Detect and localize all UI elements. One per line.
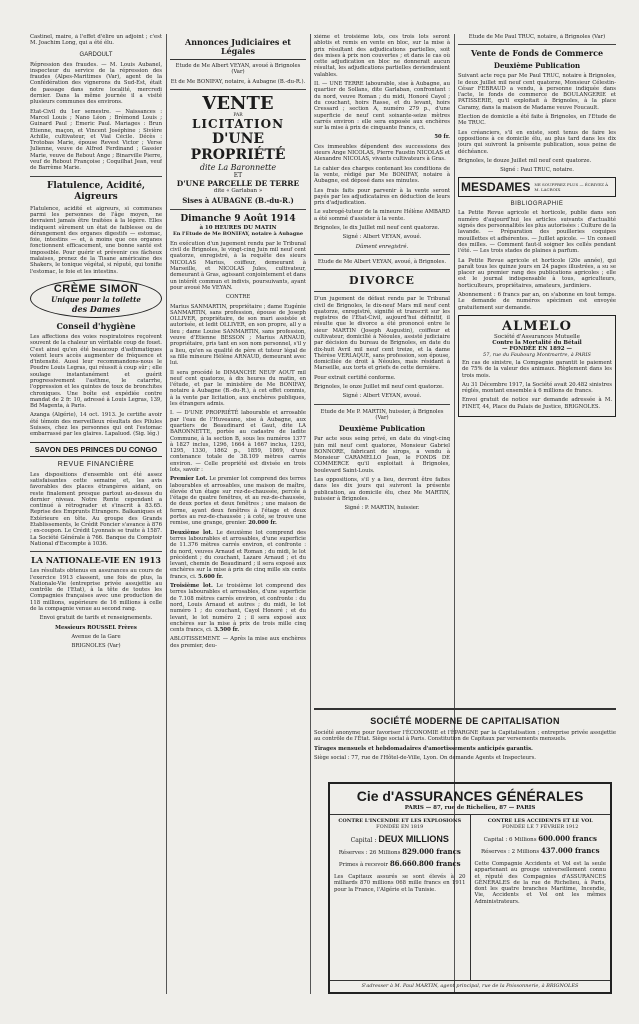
divorce-text: D'un jugement de défaut rendu par le Tribunal civil de Brignoles, le dix-neuf Mars mil neuf cent quatorze, enregistré, signifié et transcrit sur les registres de l'Etat-Civil, aujourd'hui définitif, il résulte que le divorce a été prononcé entre le sieur MARTIN (Joseph Augustin), coiffeur et cultivateur, domicilié à Néoules, assisté judiciaire par décision du bureau de Brignoles, en date du dix-huit Avril mil neuf cent treize, et la dame Thérèse VERLAQUE, sans profession, son épouse, domiciliée de droit à Néoules, mais résidant à Marseille, aux torts et griefs de cette dernière. [314,296,450,372]
biblio-text: La Petite Revue agricole et horticole, publie dans son numéro d'aujourd'hui les articles suivants d'actualité signés des personnalités les plus autorisées : Culture de la lavande. — Préparation des pouilleries coquipes mouillettes et adhérentes. — Juillet apicole. — Un conseil des milles. — Comment faut-il soigner les cellés pendant l'été. — Les trois stades de plaines à parfum. [458,210,616,255]
truc-text-2: Election de domicile a été faite à Brignoles, en l'Etude de Me TRUC. [458,114,616,127]
mesdames-title: MESDAMES [461,180,531,195]
col3-text-1: xième et troisième lots, ces trois lots seront ablotis et remis en vente en bloc, sur la mise à prix résultant des adjudications partielles, soit des mises à prix non couvertes ; et dans le cas où cette adjudication en bloc ne donnerait aucun résultat, les adjudications partielles deviendraient valables. [314,34,450,78]
incendie-founded: FONDÉE EN 1819 [376,824,424,830]
licitation-title: LICITATION [191,116,285,131]
biblio-text-3: Abonnement : 6 francs par an, on s'abonne en tout temps. Le demande de numéros spécimen est envoyée gratuitement sur demande. [458,292,616,311]
col3-signature: Signé : Albert VEYAN, avoué. [342,234,422,241]
accidents-heading: CONTRE LES ACCIDENTS ET LE VOL [487,818,593,824]
etude-bonifay: Et de Me BONIFAY, notaire, à Aubagne (B.-du-R.). [170,78,306,85]
incendie-primes: 86.660.800 francs [389,859,461,868]
divider [458,44,616,45]
incendie-capital-label: Capital : [350,837,377,844]
accidents-reserves: 437.000 francs [540,846,600,855]
nationale-heading: LA NATIONALE-VIE EN 1913 [31,555,161,566]
sises-text: Sises à AUBAGNE (B.-du-R.) [182,195,294,205]
creme-simon-title: CRÈME SIMON [53,282,139,295]
accidents-founded: FONDÉE LE 7 FÉVRIER 1912 [502,824,579,830]
accidents-capital-label: Capital : 6 Millions [483,837,537,843]
nationale-end: Envoi gratuit de tarifs et renseignements. [39,615,153,622]
revue-heading: REVUE FINANCIÈRE [57,460,135,468]
column-3 [314,34,450,704]
divider [314,254,450,255]
biblio-text-2: La Petite Revue agricole et horticole (20e année), qui paraît tous les quinze jours en 24 pages illustrées, a su se placer au premier rang des publications agricoles ; elle est le journal indispensable à tous, agriculteurs, horticulteurs, propriétaires, amateurs, jardiniers. [458,257,616,289]
lot3-heading: Troisième lot. [170,583,213,590]
assurances-columns [330,815,610,980]
divorce-heading: DIVORCE [349,274,415,288]
abolition-text: ABLOTISSEMENT. — Après la mise aux enchères des premier, deu- [170,636,306,649]
vente-text-3: Il sera procédé le DIMANCHE NEUF AOUT mil neuf cent quatorze, à dix heures du matin, en l'étude, et par le ministère de Me BONIFAY, notaire à Aubagne (B.-du-R.), à cet effet commis, à la vente par licitation, aux enchères publiques, les étrangers admis. [170,369,306,408]
flatulence-text: Flatulence, acidité et aigreurs, si communes parmi les personnes de l'âge moyen, ne devraient jamais être traitées à la légère. Elles indiquent sûrement un état de faiblesse ou de dérangement des organes digestifs — estomac, foie, intestins — et, à moins que ces organes fonctionnent efficacement, une bonne santé est impossible. Pour guérir et prévenir ces fâcheux malaises, prenez de la Tisane américaine des Shakers, le tonique végétal, si réputé, qui tonifie l'estomac, le foie et les intestins. [30,205,162,275]
martin-publication: Deuxième Publication [338,424,426,434]
assurances-title: Cie d'ASSURANCES GÉNÉRALES [356,788,584,804]
propriete-title: D'UNE PROPRIÉTÉ [190,130,286,163]
vente-text-2: Marius SANMARTIN, propriétaire ; dame Eugénie SANMARTIN, sans profession, épouse de Joseph OLLIVER, propriétaire, de son mari assistée et autorisée, et ledit OLLIVER, en son propre, all y a lieu ; dame Louise SANMARTIN, sans profession, veuve d'Etienne BESSON ; Marius ARNAUD, propriétaire, pris tant en son nom personnel, s'il y a lieu, qu'en sa qualité de père et tuteur légal de sa fille mineure Hélène ARNAUD, demeurant avec lui. [170,303,306,367]
gardoult-text: Répression des fraudes. — M. Louis Aubanel, inspecteur du service de la répression des fraudes (Alpes-Maritimes (Var), agent de la Confédération des vignerons du Sud-Est, était de passage dans notre localité, mercredi dernier. Dans la même journée il a visité plusieurs communes des environs. [30,61,162,106]
intro-text: Castinel, maire, à l'effet d'élire un adjoint ; c'est M. Joachim Long, qui a été élu. [30,34,162,47]
almelo-ad [458,315,616,417]
almelo-text-3: Envoi gratuit de notice sur demande adressée à M. FINET, 44, Place du Palais de Justice, BRIGNOLES. [462,397,612,410]
almelo-subtitle-2: Contre la Mortalité du Bétail [492,339,582,346]
truc-text-3: Les créanciers, s'il en existe, sont tenus de faire les oppositions à ce domicile élu, au plus tard dans les dix jours qui suivront la présente publication, sous peine de déchéance. [458,129,616,155]
lot1-heading: Premier Lot. [170,476,208,483]
creme-simon-tagline: Unique pour la toilette [51,294,141,304]
annonces-heading: Annonces Judiciaires et Légales [170,38,306,60]
incendie-text: Les Capitaux assurés se sont élevés à 20 milliards 870 millions 068 mille francs en 1911 pour la France, l'Algérie et la Tunisie. [334,874,466,893]
almelo-founded: — FONDÉE EN 1892 — [501,345,573,352]
truc-signature: Signé : Paul TRUC, notaire. [500,167,574,174]
truc-text: Suivant acte reçu par Me Paul TRUC, notaire à Brignoles, le deux Juillet mil neuf cent quatorze, Monsieur Célestin-César FEBRAUD a vendu, à personne indiquée dans l'acte, le fonds de commerce de BOULANGERIE et PATISSERIE, qu'il exploitait à Brignoles, à la place Caramy, dans la maison de Madame veuve Foucault. [458,73,616,111]
capitalisation-ad [314,708,616,778]
accidents-text: Cette Compagnie Accidents et Vol est la seule appartenant au groupe universellement connu et réputé des Compagnies d'ASSURANCES GÉNÉRALES de la rue de Richelieu, à Paris, dont les quatre branches Maritime, Incendie, Vie, Accidents et Vol ont les mêmes Administrateurs. [474,861,606,905]
column-1 [30,34,162,652]
contre-text: CONTRE [225,294,251,301]
etude-truc: Etude de Me Paul TRUC, notaire, à Brignoles (Var) [468,34,606,40]
column-2 [170,34,306,652]
assurances-footer: S'adresser à M. Paul MARTIN, agent principal, rue de la Poissonnerie, à BRIGNOLES [330,980,610,989]
roussel-name: Messieurs ROUSSEL Frères [55,624,137,631]
divider [170,209,306,210]
etude-veyan: Etude de Me Albert VEYAN, avoué à Brignoles (Var) [175,63,301,76]
col3-text-2: II. — UNE TERRE labourable, sise à Aubagne, au quartier de Sollans, dite Garlaban, confrontant : du nord, veuve Roman ; du midi, Honoré Cayol ; du couchant, hoirs Rasse, et du levant, hoirs Cressard ; section A, numéro 279 p., d'une superficie de neuf cent soixante-seize mètres carrés environ : elle sera exposée aux enchères sur la mise à prix de cinquante francs, ci. [314,81,450,132]
capitalisation-siege: Siège social : 77, rue de l'Hôtel-de-Ville, Lyon. On demande Agents et Inspecteurs. [314,754,536,761]
lot1-text: Le premier lot comprend des terres labourables et arrosables, une maison de maître, élevée d'un étage sur rez-de-chaussée, percée à l'étage de quatre fenêtres, et au rez-de-chaussée, de deux portes et deux fenêtres ; une maison de ferme, ayant deux fenêtres à l'étage et deux portes au rez-de-chaussée ; à coté, se trouve une remise, une grange, grenier. [170,476,306,527]
truc-publication: Deuxième Publication [493,61,581,71]
vente-title: VENTE [202,92,274,114]
creme-simon-ad [30,279,162,318]
incendie-heading: CONTRE L'INCENDIE ET LES EXPLOSIONS [338,818,462,824]
capitalisation-tirages: Tirages mensuels et hebdomadaires d'amortissements anticipés garantis. [314,745,533,752]
divorce-extrait: Pour extrait certifié conforme. [314,374,396,381]
revue-text: Les dispositions d'ensemble ont été assez satisfaisantes cette semaine et, les avis favorables des places étrangères aidant, on reste finalement presque partout au-dessus du dernier niveau. Notre Rente cependant a continué à rétrograder et s'inscrit à 83.65. Reprise des Emprunts Etrangers. Balkaniques et Extérieure en tête. Au groupe des Grands Etablissements, le Crédit Foncier s'avance à 876 ; ex-coupon. Le Crédit Lyonnais se traite à 1587. La Société Générale à 766. Banque du Comptoir National d'Escompte à 1036. [30,471,162,547]
lot2-heading: Deuxième lot. [170,529,213,536]
etude-veyan-2: Etude de Me Albert VEYAN, avoué, à Brignoles. [317,258,447,265]
accidents-reserves-label: Réserves : 2 Millions [480,849,540,855]
savon-ad: SAVON DES PRINCES DU CONGO [30,442,162,457]
biblio-heading: BIBLIOGRAPHIE [510,201,564,208]
truc-date: Brignoles, le douze Juillet mil neuf cent quatorze. [458,157,592,164]
lot3-price: 3.500 fr. [214,627,240,634]
parcelle-title: D'UNE PARCELLE DE TERRE [176,178,300,188]
incendie-reserves-label: Réserves : 26 Millions [338,850,401,856]
almelo-text: En cas de sinistre, la Compagnie garantit le paiement de 75% de la valeur des animaux. Règlement dans les trois mois. [462,359,612,379]
capitalisation-text: Société anonyme pour favoriser l'ÉCONOMIE et l'ÉPARGNE par la Capitalisation ; entreprise privée assujettie au contrôle de l'État. Siège social à Paris. Constitution de Capitaux par versements mensuels. [314,730,616,743]
col3-text-4: Le cahier des charges contenant les conditions de la vente, rédigé par Me BONIFAY, notaire à Aubagne, est déposé dans ses minutes. [314,165,450,185]
incendie-capital: DEUX MILLIONS [378,834,449,844]
conseil-text: Les affections des voies respiratoires reçoivent souvent de la chaleur un véritable coup de fouet. C'est ainsi qu'en été beaucoup d'asthmatiques voient leurs accès augmenter de fréquence et d'intensité. Aussi leur recommandons-nous le Poudre Louis Legras, qui réussit à coup sûr ; elle soulage instantanément et guérit progressivement l'asthme, le catarrhe, l'oppression et les quintes de toux de bronchites chroniques. Une boîte est expédiée contre mandat de 2 fr. 10, adressé à Louis Legras, 139, Bd Magenta, à Paris. [30,333,162,410]
vente-text-1: En exécution d'un jugement rendu par le Tribunal civil de Brignoles, le vingt-cinq Juin mil neuf cent quatorze, enregistré, à la requête des sieurs NICOLAS Marius, coiffeur, demeurant à Marseille, et NICOLAS Jules, cultivateur, demeurant à Gras, agissant conjointement et dans un intérêt commun et indivis, poursuivants, ayant pour avoué Me VEYAN. [170,240,306,291]
mesdames-small: NE SOUFFREZ PLUS — ÉCRIVEZ À M. LACROIX [534,182,609,193]
martin-signature: Signé : P. MARTIN, huissier. [344,505,420,512]
assurances-ad [328,782,612,994]
vente-fonds-heading: Vente de Fonds de Commerce [470,48,604,59]
et-text: ET [233,171,243,179]
lot3-text: Le troisième lot comprend des terres labourables et arrosables, d'une superficie de 7.108 mètres carrés environ, et confronte : du nord, Louis Arnaud et autres ; du midi, le lot numéro 1 ; du couchant, Cayol Honoré ; et du levant, le lot numéro 2 ; il sera exposé aux enchères sur la mise à prix de trois mille cinq cents francs, ci. [170,583,306,634]
col3-enregistre: Dûment enregistré. [355,243,409,250]
almelo-text-2: Au 31 Décembre 1917, la Société avait 20.482 sinistres réglés, montant ensemble à 6 millions de francs. [462,381,612,395]
divider [314,708,616,710]
almelo-subtitle: Société d'Assurances Mutuelle [494,333,580,340]
column-rule [310,34,311,994]
roussel-address: Avenue de la Gare [71,633,121,640]
divorce-signature: Signé : Albert VEYAN, avoué. [342,393,422,400]
conseil-heading: Conseil d'hygiène [56,320,136,331]
martin-text-2: Les oppositions, s'il y a lieu, devront être faites dans les dix jours qui suivront la présente publication, au domicile élu, chez Me MARTIN, huissier à Brignoles. [314,477,450,502]
vente-date: Dimanche 9 Août 1914 [180,213,296,224]
vente-heure: à 10 HEURES DU MATIN [199,224,277,231]
etude-martin: Etude de Me P. MARTIN, huissier, à Brignoles (Var) [320,408,444,421]
assurances-address: PARIS — 87, rue de Richelieu, 87 — PARIS [330,805,610,815]
col3-text-3: Ces immeubles dépendent des successions des sieurs Ange NICOLAS, Pierre Faustin NICOLAS et Alexandre NICOLAS, vivants cultivateurs à Gras. [314,143,450,163]
divorce-date: Brignoles, le onze Juillet mil neuf cent quatorze. [314,384,444,391]
accidents-capital: 600.000 francs [538,834,597,843]
almelo-title: ALMELO [502,318,572,334]
vente-lieu: En l'Etude de Me BONIFAY, notaire à Aubagne [172,230,304,237]
col3-text-5: Les frais faits pour parvenir à la vente seront payés par les adjudicataires en déduction de leurs prix d'adjudication. [314,187,450,207]
nationale-text: Les résultats obtenus en assurances au cours de l'exercice 1913 classent, une fois de plus, la Nationale-Vie (entreprise privée assujettie au contrôle de l'Etat), à la tête de toutes les Compagnies françaises avec une production de 118 millions, supérieure de 16 millions à celle de la compagnie venue au second rang. [30,568,162,612]
mesdames-ad [458,177,616,197]
divider [30,551,162,552]
divider [170,89,306,90]
assurances-accidents [471,815,611,980]
col3-text-6: Le subrogé-tuteur de la mineure Hélène AMBARD a été sommé d'assister à la vente. [314,209,450,222]
par-text: PAR [233,112,243,118]
incendie-primes-label: Primes à recevoir [338,862,389,868]
gardoult-heading: GARDOULT [79,51,113,58]
newspaper-page [30,34,622,994]
assurances-incendie [330,815,471,980]
creme-simon-tagline-2: des Dames [71,303,121,314]
vente-text-4: I. — D'UNE PROPRIÉTÉ labourable et arrosable par l'eau de l'Huveaune, sise à Aubagne, aux quartiers de Beaudinard et Gaut, dite LA BARONNETTE, portée au cadastre de ladite Commune, à la section B, sous les numéros 1377 à 1827 inclus, 1296, 1664 à 1667 inclus, 1293, 1295, 1330, 1862 p., 1859, 1869, d'une contenance totale de 38.109 mètres carrés environ. — Celle propriété est divisée en trois lots, savoir : [170,410,306,473]
garlaban-name: dite « Garlaban » [213,187,263,194]
etat-civil-text: Etat-Civil du 1er semestre. — Naissances : Marcel Louis ; Nano Léon ; Brémond Louis ; Guinard Paul ; Emeric Paul. Mariages : Brun Etienne, maçon, et Vincent Joséphine ; Sivière Achille, cultivateur, et Vial Cécile. Décès : Trotobas Marie, épouse Revest Victor ; Verse Julienne, veuve de Alfred Ferdinand ; Gassier Marie, veuve de Rebout Ange ; Binarville Pierre, veuf de Rebout Françoise ; Coquilhat Jean, veuf de Barrème Marie. [30,108,162,172]
column-rule [166,34,167,994]
martin-text: Par acte sous seing privé, en date du vingt-cinq juin mil neuf cent quatorze, Monsieur Gabriel BONNORE, fabricant de sirops, a vendu à Monsieur CARAMELLO Jean, le FONDS DE COMMERCE qu'il exploitait à Brignoles, boulevard Saint-Louis. [314,436,450,474]
roussel-city: BRIGNOLES (Var) [71,643,121,650]
lot2-text: Le deuxième lot comprend des terres labourables et arrosables, d'une superficie de 11.376 mètres carrés environ, et confronte : du nord, veuves Arnaud et Roman ; du midi, le lot précédent ; du couchant, Lazare Arnaud ; et du levant, chemin de Beaudinard ; il sera exposé aux enchères sur la mise à prix de cinq mille six cents francs, ci. [170,529,306,580]
divider [314,291,450,292]
incendie-reserves: 829.000 francs [402,847,461,856]
divider [314,269,450,270]
almelo-address: 57, rue du Faubourg Montmartre, à PARIS [483,351,591,358]
flatulence-heading: Flatulence, Acidité, Aigreurs [46,180,146,202]
lot1-price: 20.000 fr. [248,520,277,527]
col3-price: 50 fr. [434,134,450,141]
divider [314,404,450,405]
propriete-name: dite La Baronnette [199,162,277,172]
divider [30,176,162,177]
lot2-price: 5.600 fr. [198,573,224,580]
azanga-text: Azanga (Algérie), 14 oct. 1913. Je certifie avoir été témoin des merveilleux résultats des Pilules Suisses, chez les personnes qui ont l'estomac embarrassé par les glaires. Lapaluod. (Sig. lég.) [30,412,162,438]
col3-text-7: Brignoles, le dix Juillet mil neuf cent quatorze. [314,225,440,232]
column-4 [458,34,616,704]
capitalisation-heading: SOCIÉTÉ MODERNE DE CAPITALISATION [370,716,560,726]
